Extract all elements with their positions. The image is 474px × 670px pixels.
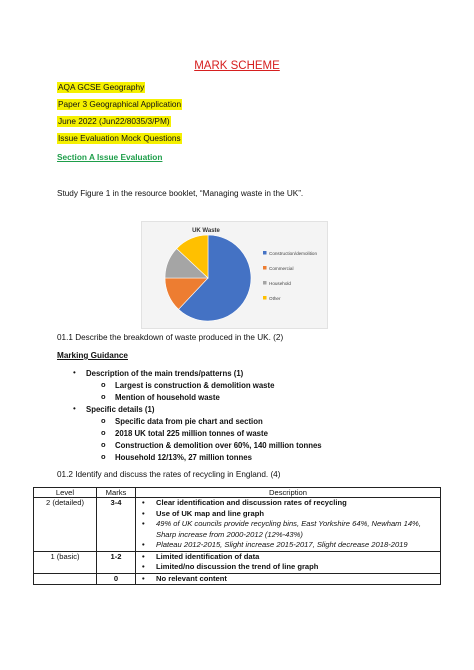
circle-bullet-icon: o: [101, 440, 106, 449]
table-row: [34, 573, 441, 585]
page-title: MARK SCHEME: [194, 60, 280, 72]
description-item: • No relevant content: [139, 574, 437, 585]
marks-cell: 0: [97, 573, 136, 585]
question-01-1: 01.1 Describe the breakdown of waste produced in the UK. (2): [57, 333, 284, 342]
description-item: • Plateau 2012-2015, Slight increase 2015-2017, Slight decrease 2018-2019: [139, 540, 437, 551]
description-list: [139, 498, 437, 551]
mock-questions-line: Issue Evaluation Mock Questions: [58, 133, 181, 143]
paper-line: Paper 3 Geographical Application: [58, 99, 182, 109]
legend-swatch: [263, 281, 267, 285]
description-item: • Clear identification and discussion rates of recycling: [139, 498, 437, 509]
marks-cell: 3-4: [97, 498, 136, 552]
header-level: Level: [34, 488, 97, 498]
circle-bullet-icon: o: [101, 428, 106, 437]
pie-chart-svg: [142, 222, 327, 328]
legend-swatch: [263, 266, 267, 270]
legend-swatch: [263, 251, 267, 255]
guidance-group-1: Description of the main trends/patterns (1): [86, 369, 244, 378]
description-cell: [136, 573, 441, 585]
description-item: • Limited/no discussion the trend of line graph: [139, 562, 437, 573]
guidance-item: Household 12/13%, 27 million tonnes: [115, 453, 252, 462]
legend-label: Commercial: [269, 266, 294, 271]
uk-waste-chart: [141, 221, 328, 329]
guidance-item: Construction & demolition over 60%, 140 million tonnes: [115, 441, 322, 450]
bullet-icon: •: [73, 404, 76, 413]
header-description: Description: [136, 488, 441, 498]
description-cell: [136, 498, 441, 552]
description-list: [139, 574, 437, 585]
question-01-2: 01.2 Identify and discuss the rates of recycling in England. (4): [57, 470, 281, 479]
description-cell: [136, 551, 441, 573]
guidance-item: Specific data from pie chart and section: [115, 417, 263, 426]
header-marks: Marks: [97, 488, 136, 498]
marks-cell: 1-2: [97, 551, 136, 573]
levels-table: [33, 487, 441, 585]
table-row: [34, 498, 441, 552]
table-header-row: [34, 488, 441, 498]
legend-label: Other: [269, 296, 281, 301]
level-cell: [34, 573, 97, 585]
bullet-icon: •: [73, 368, 76, 377]
exam-board-line: AQA GCSE Geography: [58, 82, 145, 92]
description-item: • Limited identification of data: [139, 552, 437, 563]
guidance-item: 2018 UK total 225 million tonnes of waste: [115, 429, 268, 438]
table-row: [34, 551, 441, 573]
circle-bullet-icon: o: [101, 380, 106, 389]
circle-bullet-icon: o: [101, 452, 106, 461]
description-item: • 49% of UK councils provide recycling bins, East Yorkshire 64%, Newham 14%, Sharp increase from 2000-2012 (12%-43%): [139, 519, 437, 540]
guidance-group-2: Specific details (1): [86, 405, 155, 414]
marking-guidance-heading: Marking Guidance: [57, 351, 128, 360]
section-title: Section A Issue Evaluation: [57, 152, 163, 162]
circle-bullet-icon: o: [101, 392, 106, 401]
legend-label: Construction/demolition: [269, 251, 318, 256]
legend-label: Household: [269, 281, 291, 286]
intro-text: Study Figure 1 in the resource booklet, “Managing waste in the UK”.: [57, 189, 304, 198]
level-cell: 1 (basic): [34, 551, 97, 573]
legend-swatch: [263, 296, 267, 300]
level-cell: 2 (detailed): [34, 498, 97, 552]
date-code-line: June 2022 (Jun22/8035/3/PM): [58, 116, 170, 126]
circle-bullet-icon: o: [101, 416, 106, 425]
guidance-item: Mention of household waste: [115, 393, 220, 402]
guidance-item: Largest is construction & demolition waste: [115, 381, 275, 390]
description-item: • Use of UK map and line graph: [139, 509, 437, 520]
chart-title: UK Waste: [192, 228, 220, 234]
description-list: [139, 552, 437, 573]
